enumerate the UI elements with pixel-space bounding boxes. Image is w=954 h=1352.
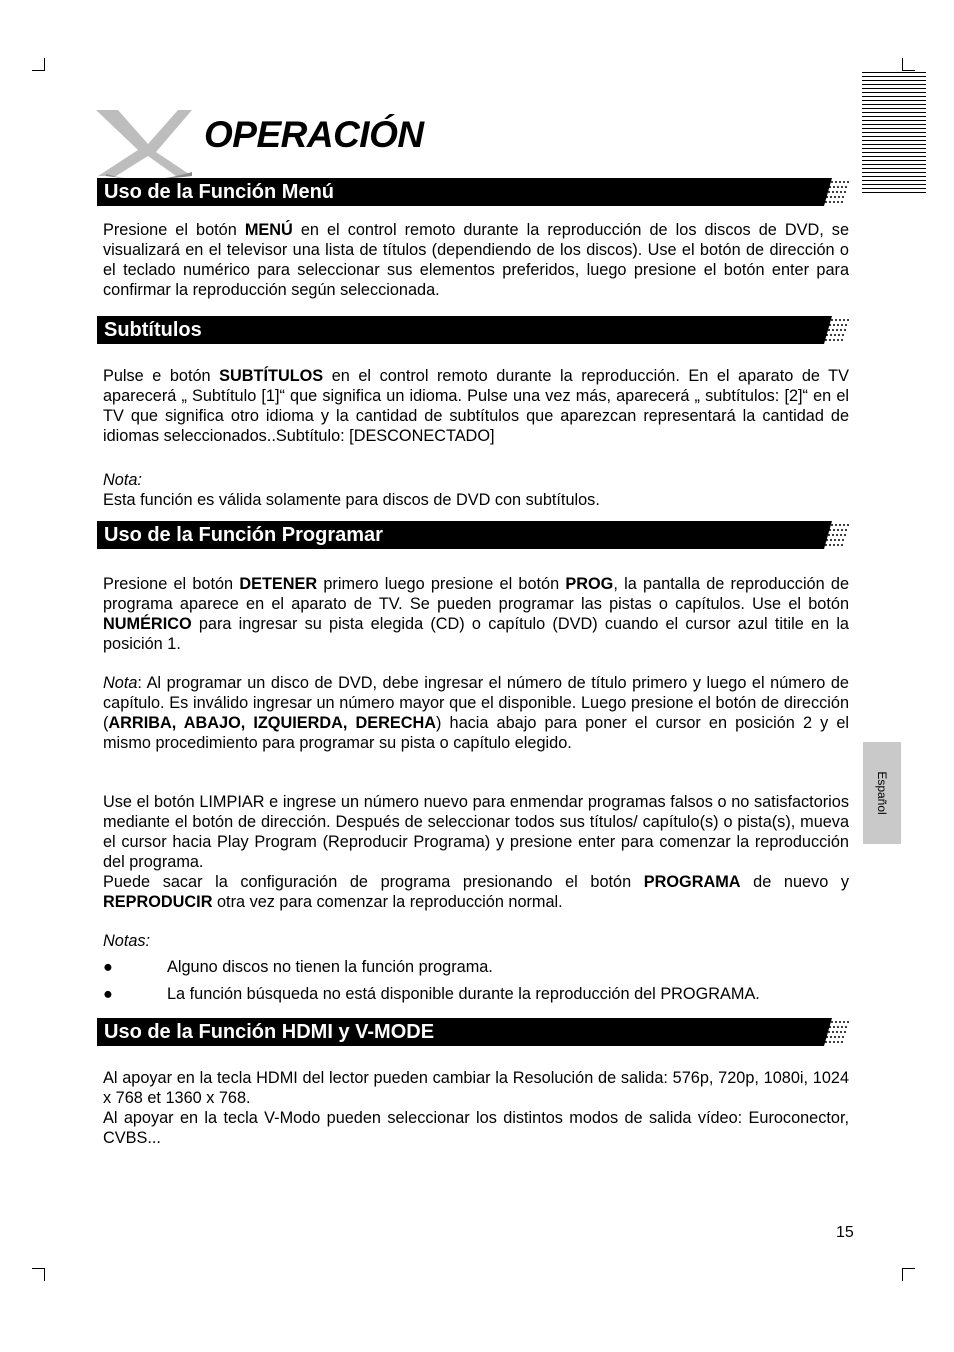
- section-heading-text: Uso de la Función HDMI y V-MODE: [104, 1021, 435, 1043]
- decorative-stripes: [862, 72, 926, 196]
- section-heading-subtitles: [97, 316, 850, 344]
- crop-mark-bottom-left: [44, 1268, 45, 1281]
- language-tab: [863, 742, 901, 844]
- program-paragraph-1: Presione el botón DETENER primero luego presione el botón PROG, la pantalla de reproducción de programa aparece en el aparato de TV. Se pueden programar las pistas o capítulos. Use el botón NUMÉRICO para ingresar su pista elegida (CD) o capítulo (DVD) cuando el cursor azul titile en la posición 1.: [103, 575, 849, 653]
- crop-mark-bottom-right: [902, 1268, 903, 1281]
- notes-label: Notas:: [103, 932, 151, 950]
- subtitles-paragraph: Pulse e botón SUBTÍTULOS en el control remoto durante la reproducción. En el aparato de TV aparecerá „ Subtítulo [1]“ que significa un idioma. Pulse una vez más, aparecerá „ subtítulos: [2]“ en el TV que significa otro idioma y la cantidad de subtítulos que aparezcan representará la cantidad de idiomas seleccionados..Subtítulo: [DESCONECTADO]: [103, 367, 849, 445]
- x-logo-icon: [96, 108, 196, 178]
- bullet-icon: ●: [103, 985, 113, 1003]
- program-paragraph-2: Nota: Al programar un disco de DVD, debe ingresar el número de título primero y luego el número de capítulo. Es inválido ingresar un número mayor que el disponible. Luego presione el botón de dirección (ARRIBA, ABAJO, IZQUIERDA, DERECHA) hacia abajo para poner el cursor en posición 2 y el mismo procedimiento para programar su pista o capítulo elegido.: [103, 674, 849, 752]
- crop-mark-bottom-right: [902, 1268, 915, 1269]
- section-heading-text: Uso de la Función Menú: [104, 181, 335, 203]
- note-text: Esta función es válida solamente para discos de DVD con subtítulos.: [103, 491, 600, 509]
- hdmi-paragraph-1: Al apoyar en la tecla HDMI del lector pueden cambiar la Resolución de salida: 576p, 720p, 1080i, 1024 x 768 et 1360 x 768.: [103, 1069, 849, 1107]
- dot-pattern-icon: [818, 316, 854, 344]
- language-tab-label: Español: [875, 771, 889, 815]
- crop-mark-bottom-left: [32, 1268, 45, 1269]
- section-heading-program: [97, 521, 850, 549]
- page-title: OPERACIÓN: [204, 114, 424, 155]
- section-heading-hdmi: [97, 1018, 850, 1046]
- section-heading-text: Subtítulos: [104, 319, 202, 341]
- crop-mark-top-right: [902, 70, 915, 71]
- program-paragraph-3: Use el botón LIMPIAR e ingrese un número nuevo para enmendar programas falsos o no satisfactorios mediante el botón de dirección. Después de seleccionar todos sus títulos/ capítulo(s) o pista(s), mueva el cursor hacia Play Program (Reproducir Programa) y presione enter para comenzar la reproducción del programa.: [103, 793, 849, 871]
- section-heading-menu: [97, 178, 850, 206]
- hdmi-paragraph-2: Al apoyar en la tecla V-Modo pueden seleccionar los distintos modos de salida vídeo: Euroconector, CVBS...: [103, 1109, 849, 1147]
- program-paragraph-4: Puede sacar la configuración de programa presionando el botón PROGRAMA de nuevo y REPRODUCIR otra vez para comenzar la reproducción normal.: [103, 873, 849, 911]
- crop-mark-top-left: [32, 70, 45, 71]
- bullet-icon: ●: [103, 958, 113, 976]
- note-label: Nota:: [103, 471, 142, 489]
- dot-pattern-icon: [818, 1018, 854, 1046]
- menu-paragraph: Presione el botón MENÚ en el control remoto durante la reproducción de los discos de DVD, se visualizará en el televisor una lista de títulos (dependiendo de los discos). Use el botón de dirección o el teclado numérico para seleccionar sus elementos preferidos, luego presione el botón enter para confirmar la reproducción según seleccionada.: [103, 221, 850, 299]
- dot-pattern-icon: [818, 521, 854, 549]
- section-heading-text: Uso de la Función Programar: [104, 524, 383, 546]
- dot-pattern-icon: [818, 178, 854, 206]
- page-number: 15: [836, 1224, 854, 1241]
